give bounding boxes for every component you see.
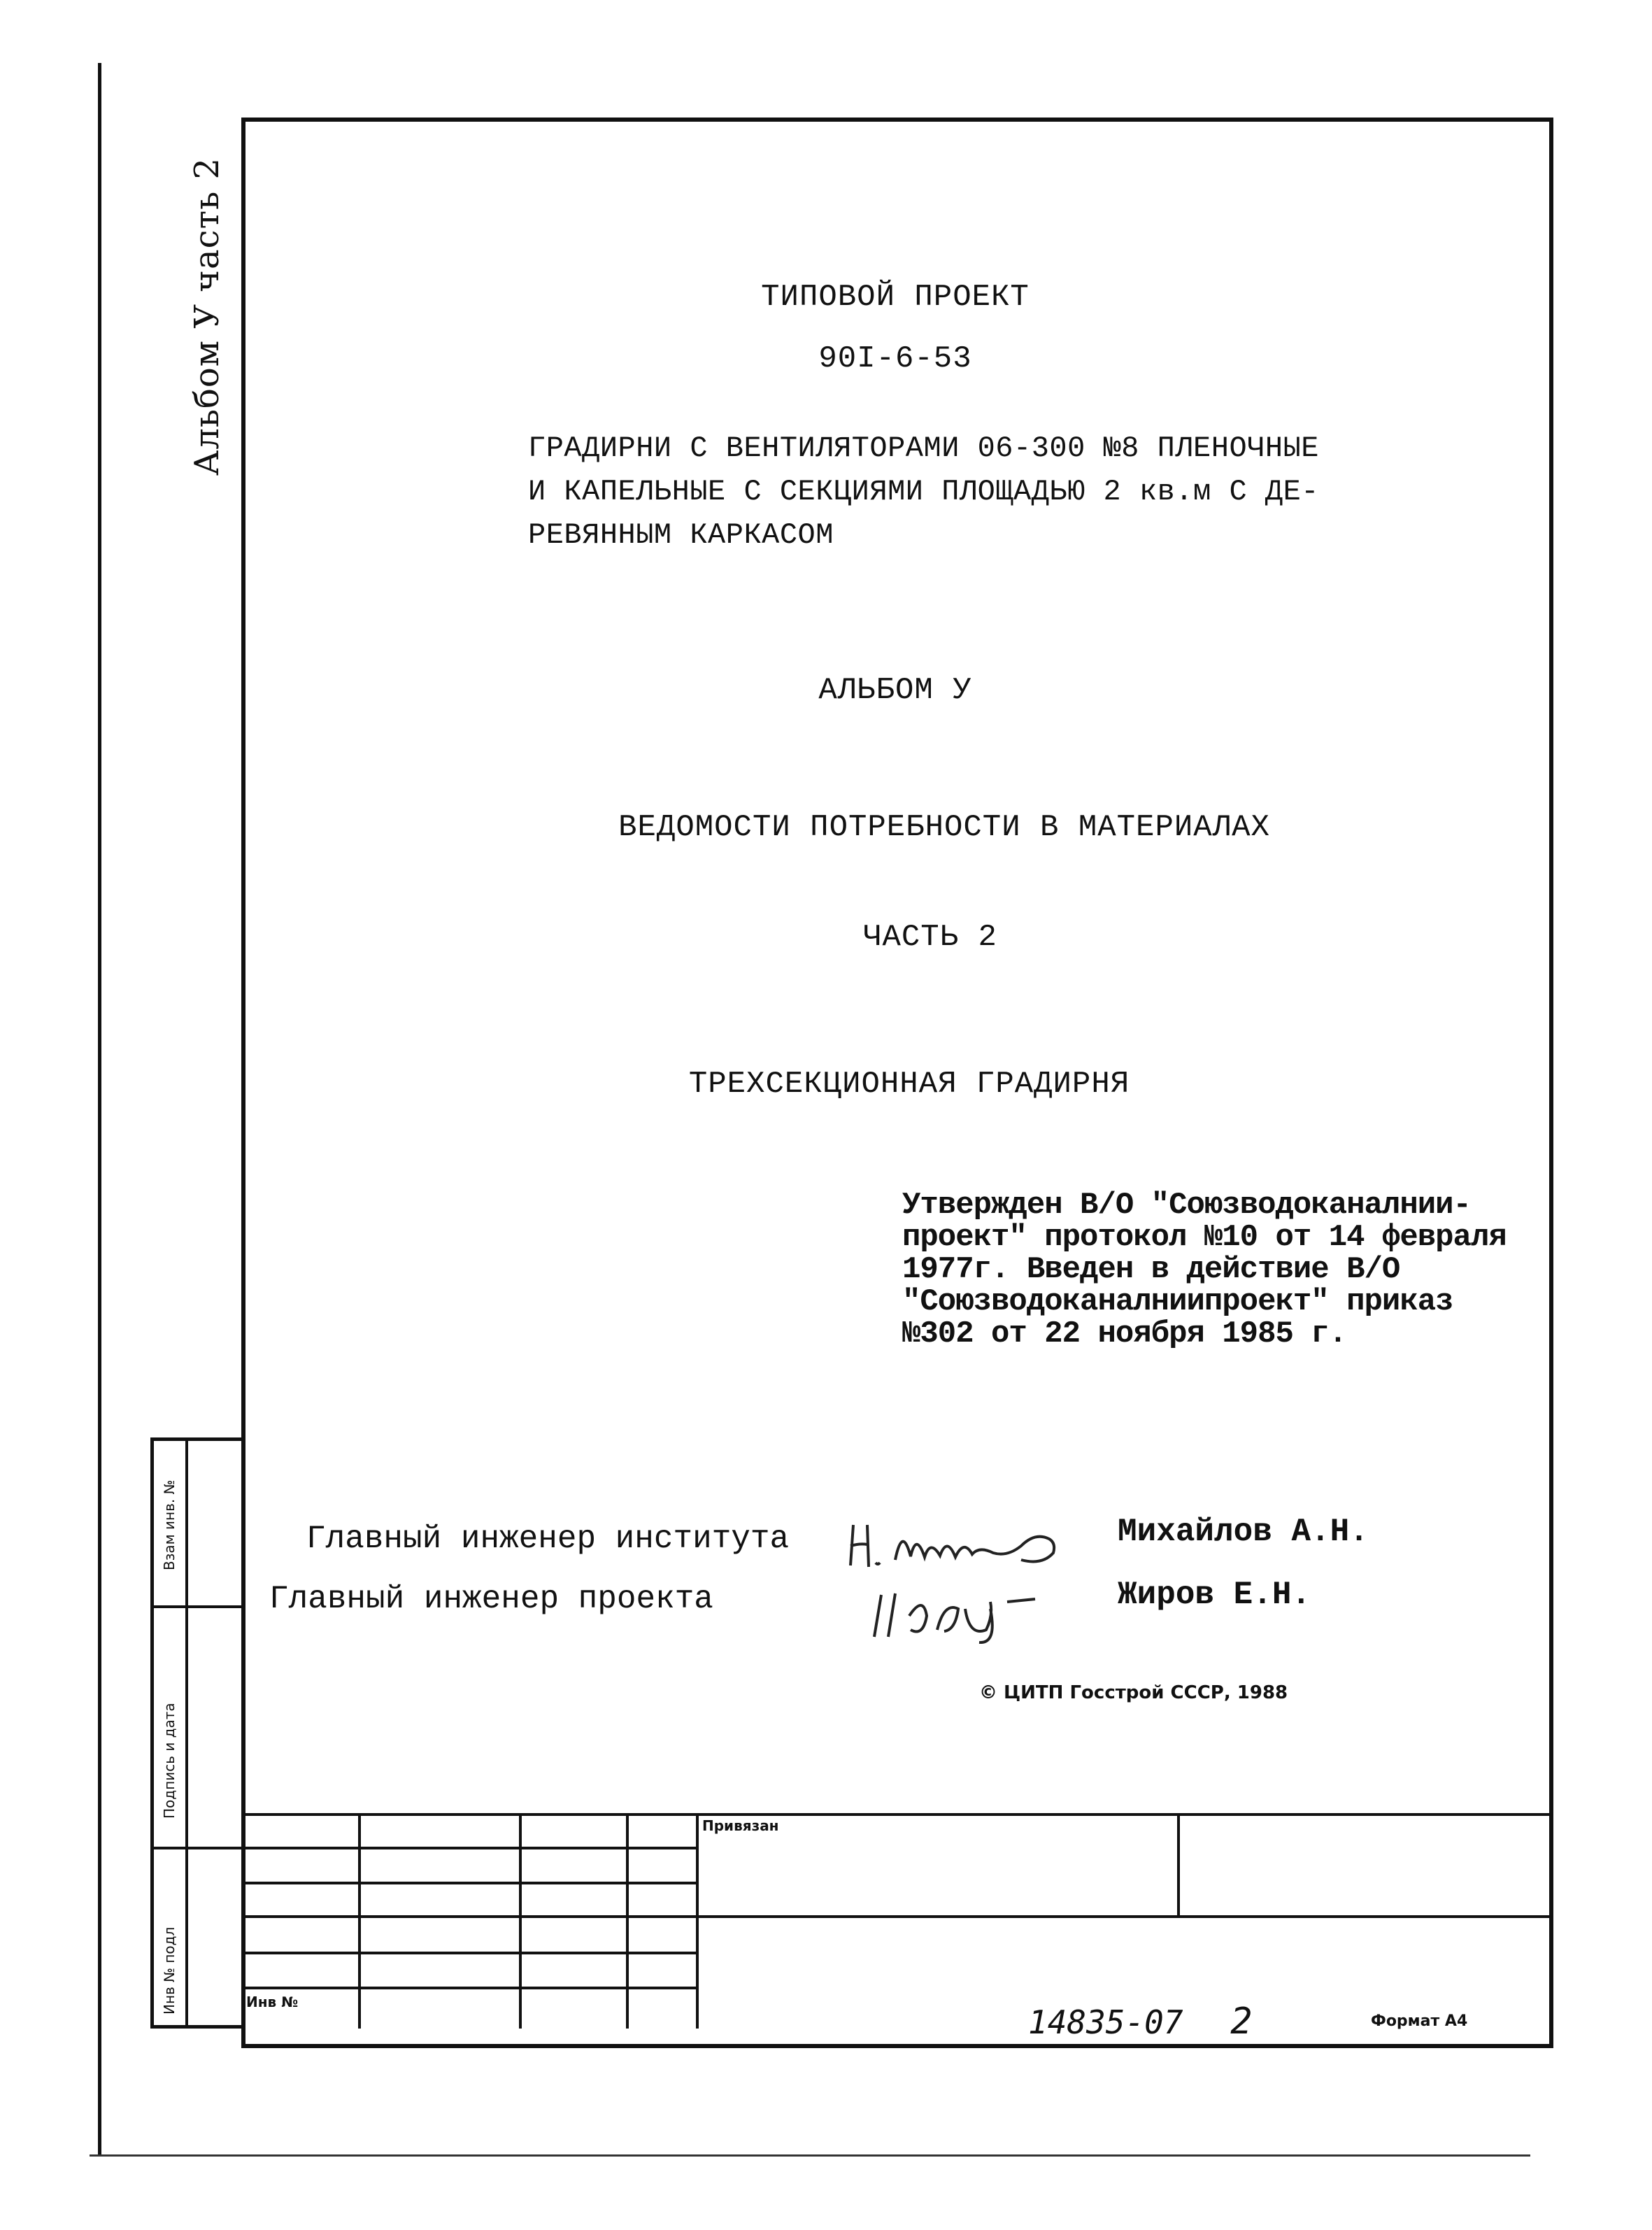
stamp-label-signature-date: Подпись и дата [161, 1703, 178, 1819]
stamp-label-replace-inv: Взам инв. № [161, 1479, 178, 1570]
approval-line: проект" протокол №10 от 14 февраля [902, 1220, 1507, 1255]
stamp-grid-col [1177, 1813, 1180, 1915]
document-number-value: 14835-07 [1028, 2003, 1183, 2041]
left-stamp-row-line [150, 1847, 245, 1849]
subtitle: ТРЕХСЕКЦИОННАЯ ГРАДИРНЯ [688, 1067, 1130, 1102]
stamp-inv-label: Инв № [246, 1994, 299, 2010]
project-title [528, 427, 1507, 557]
stamp-grid-col [519, 1813, 522, 2029]
title-line: И КАПЕЛЬНЫЕ С СЕКЦИЯМИ ПЛОЩАДЬЮ 2 кв.м С ДЕ- [528, 475, 1319, 509]
project-number: 90I-6-53 [818, 341, 972, 376]
signature-role-1: Главный инженер института [306, 1521, 790, 1557]
sheet-format: Формат А4 [1371, 2012, 1468, 2030]
album-label: АЛЬБОМ У [818, 673, 972, 708]
signature-name-1: Михайлов А.Н. [1118, 1514, 1369, 1550]
approval-line: Утвержден В/О "Союзводоканалнии- [902, 1188, 1471, 1223]
left-stamp-divider [185, 1437, 188, 2029]
binding-line-vertical [98, 63, 101, 2154]
stamp-label-inv-original: Инв № подл [161, 1926, 178, 2015]
stamp-grid-col [696, 1813, 699, 2029]
title-line: ГРАДИРНИ С ВЕНТИЛЯТОРАМИ 06-300 №8 ПЛЕНОЧНЫЕ [528, 432, 1319, 465]
document-number [1028, 2001, 1253, 2043]
part-label: ЧАСТЬ 2 [863, 920, 997, 955]
title-line: РЕВЯННЫМ КАРКАСОМ [528, 518, 834, 552]
stamp-grid-top-line [241, 1813, 1553, 1816]
stamp-grid-col [358, 1813, 361, 2029]
copyright: © ЦИТП Госстрой СССР, 1988 [979, 1682, 1288, 1703]
subject-heading: ВЕДОМОСТИ ПОТРЕБНОСТИ В МАТЕРИАЛАХ [618, 810, 1270, 845]
signature-handwritten-2 [867, 1581, 1056, 1644]
left-stamp-row-line [150, 1605, 245, 1608]
signature-name-2: Жиров Е.Н. [1118, 1577, 1311, 1613]
signature-handwritten-1 [846, 1511, 1084, 1581]
approval-line: 1977г. Введен в действие В/О [902, 1252, 1400, 1287]
binding-line-horizontal [90, 2154, 1530, 2157]
stamp-grid-row [241, 1915, 1553, 1918]
approval-line: "Союзводоканалниипроект" приказ [902, 1284, 1453, 1319]
stamp-attached-label: Привязан [702, 1817, 779, 1834]
signature-role-2: Главный инженер проекта [269, 1581, 713, 1617]
sheet-number: 2 [1230, 2001, 1253, 2043]
approval-line: №302 от 22 ноября 1985 г. [902, 1316, 1347, 1351]
stamp-grid-col [626, 1813, 629, 2029]
approval-note [902, 1189, 1553, 1350]
side-title: Альбом У часть 2 [187, 157, 227, 476]
project-type-label: ТИПОВОЙ ПРОЕКТ [761, 280, 1030, 315]
